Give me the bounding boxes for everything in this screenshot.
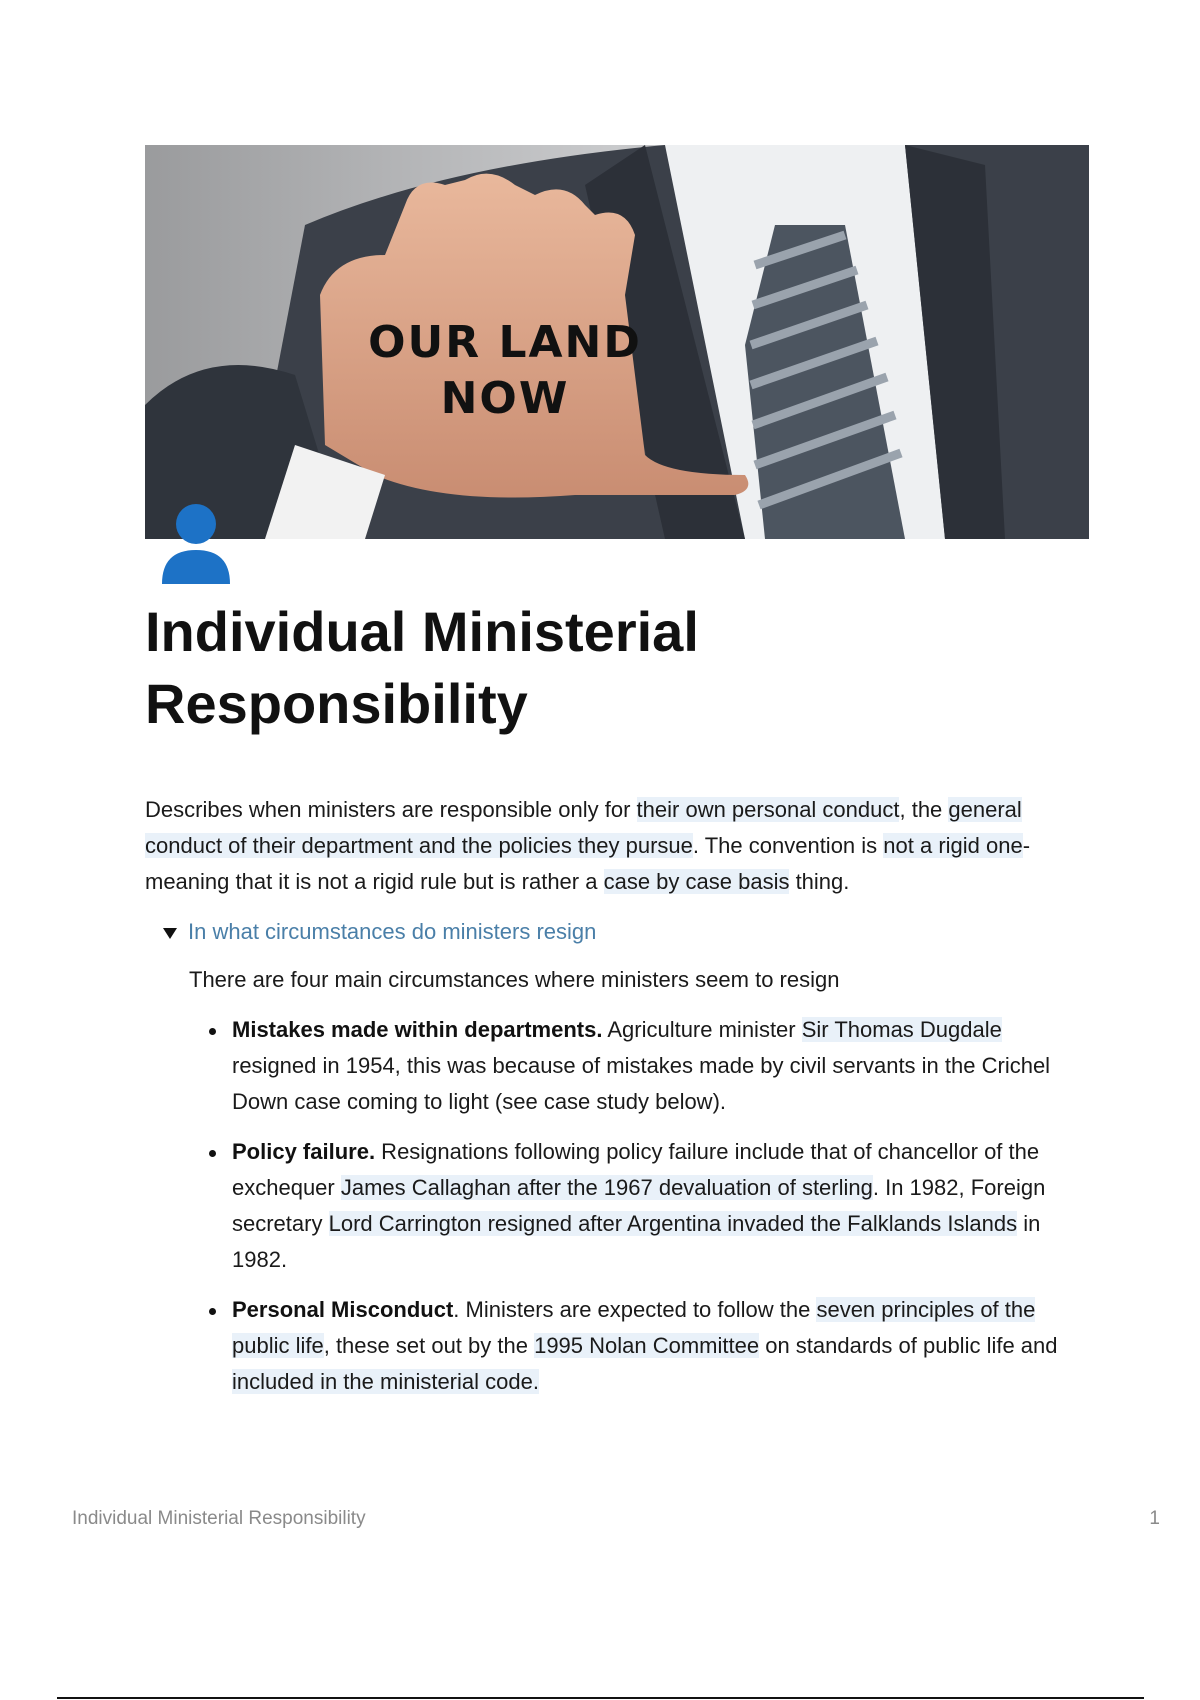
list-item-highlight: James Callaghan after the 1967 devaluation of sterling xyxy=(340,1175,873,1200)
cover-caption-line2: NOW xyxy=(440,373,570,424)
intro-text: . The convention is xyxy=(692,833,884,858)
list-item xyxy=(232,1012,1092,1120)
list-item-text: on standards of public life and xyxy=(759,1333,1058,1358)
list-item-highlight: Lord Carrington resigned after Argentina invaded the Falklands Islands xyxy=(328,1211,1018,1236)
list-item-text: in 1982. xyxy=(232,1211,1041,1272)
list-item xyxy=(232,1134,1092,1278)
list-item xyxy=(232,1292,1092,1400)
intro-text: , the xyxy=(899,797,949,822)
intro-highlight: general conduct of their department and the policies they pursue xyxy=(145,797,1022,858)
intro-highlight: case by case basis xyxy=(603,869,790,894)
page-number: 1 xyxy=(1149,1508,1160,1529)
toggle-body-text: There are four main circumstances where ministers seem to resign xyxy=(189,967,840,992)
intro-text: Describes when ministers are responsible only for xyxy=(145,797,637,822)
page-title xyxy=(145,596,1045,740)
list-item-text: Agriculture minister xyxy=(602,1017,802,1042)
cover-caption-line1: OUR LAND xyxy=(368,317,642,368)
person-icon[interactable] xyxy=(158,500,234,584)
intro-highlight: their own personal conduct xyxy=(636,797,900,822)
toggle-block[interactable] xyxy=(163,914,1090,950)
page-content xyxy=(145,792,1090,1414)
list-item-text: . Ministers are expected to follow the xyxy=(453,1297,817,1322)
triangle-down-icon[interactable] xyxy=(163,928,177,939)
toggle-label[interactable]: In what circumstances do ministers resign xyxy=(188,919,597,944)
cover-caption xyxy=(145,315,865,427)
cover-image xyxy=(145,145,1089,539)
intro-paragraph xyxy=(145,792,1090,900)
list-item-heading: Personal Misconduct xyxy=(232,1297,454,1322)
list-item-heading: Policy failure. xyxy=(232,1139,376,1164)
page-title-line1: Individual Ministerial xyxy=(145,600,699,663)
bullet-list xyxy=(189,1012,1090,1400)
list-item-text: , these set out by the xyxy=(323,1333,535,1358)
footer-title: Individual Ministerial Responsibility xyxy=(72,1508,366,1529)
intro-highlight: not a rigid one xyxy=(883,833,1023,858)
list-item-text: . In 1982, Foreign secretary xyxy=(232,1175,1046,1236)
page-divider xyxy=(57,1697,1144,1699)
page-title-line2: Responsibility xyxy=(145,672,528,735)
list-item-highlight: 1995 Nolan Committee xyxy=(534,1333,760,1358)
intro-text: thing. xyxy=(789,869,850,894)
list-item-text: Resignations following policy failure include that of chancellor of the exchequer xyxy=(232,1139,1040,1200)
list-item-highlight: seven principles of the public life xyxy=(232,1297,1036,1358)
intro-text: - meaning that it is not a rigid rule but is rather a xyxy=(145,833,1031,894)
list-item-highlight: Sir Thomas Dugdale xyxy=(801,1017,1002,1042)
list-item-highlight: included in the ministerial code. xyxy=(232,1369,539,1394)
toggle-content xyxy=(189,962,1090,1400)
list-item-text: resigned in 1954, this was because of mistakes made by civil servants in the Crichel Down case coming to light (see case study below). xyxy=(232,1053,1051,1114)
list-item-heading: Mistakes made within departments. xyxy=(232,1017,603,1042)
